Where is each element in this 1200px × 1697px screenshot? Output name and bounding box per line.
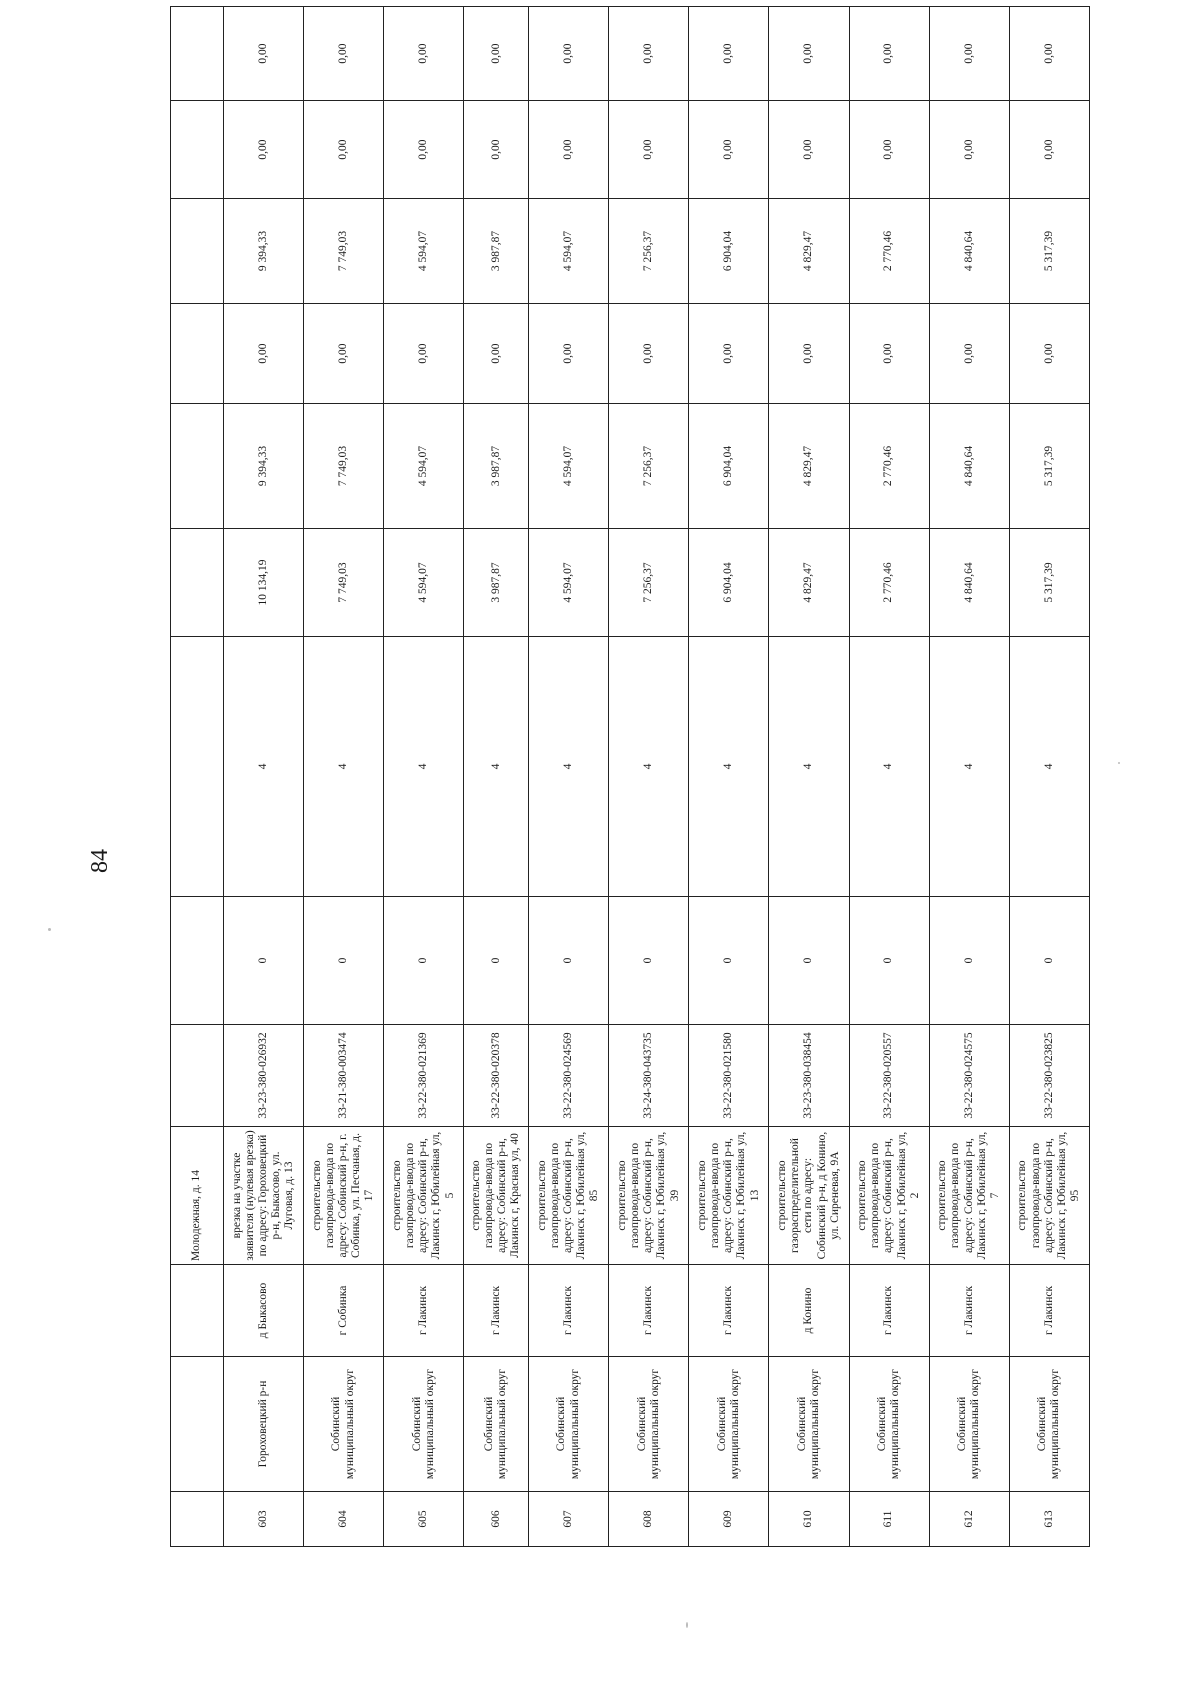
amount-cell: 2 770,46 [849,404,929,529]
cadastral-number-cell: 33-24-380-043735 [609,1025,689,1127]
amount-cell: 4 594,07 [384,404,464,529]
amount-cell: 0,00 [929,7,1009,101]
table-row [609,7,689,1547]
row-number-cell: 611 [849,1492,929,1547]
data-table [170,6,1090,1547]
district-cell: Собинский муниципальный округ [464,1357,529,1492]
value-cell: 0 [224,897,304,1025]
value-cell: 4 [224,637,304,897]
amount-cell: 0,00 [769,101,849,199]
description-cell: строительство газопровода-ввода по адресу: Собинский р-н, Лакинск г, Юбилейная ул, 5 [384,1127,464,1265]
amount-cell: 2 770,46 [849,199,929,304]
amount-cell: 0,00 [689,7,769,101]
amount-cell: 0,00 [384,101,464,199]
cont-cell-blank [171,637,224,897]
table-row [1009,7,1089,1547]
locality-cell: г Лакинск [529,1265,609,1357]
amount-cell: 0,00 [609,304,689,404]
amount-cell: 4 594,07 [384,199,464,304]
amount-cell: 0,00 [769,304,849,404]
amount-cell: 0,00 [1009,304,1089,404]
amount-cell: 0,00 [769,7,849,101]
row-number-cell: 606 [464,1492,529,1547]
locality-cell: г Лакинск [609,1265,689,1357]
value-cell: 4 [384,637,464,897]
row-number-cell: 605 [384,1492,464,1547]
page-number: 84 [87,849,113,873]
locality-cell: г Лакинск [689,1265,769,1357]
value-cell: 4 [304,637,384,897]
amount-cell: 0,00 [304,7,384,101]
amount-cell: 0,00 [464,304,529,404]
cadastral-number-cell: 33-21-380-003474 [304,1025,384,1127]
amount-cell: 0,00 [1009,101,1089,199]
value-cell: 4 [609,637,689,897]
description-cell: строительство газопровода-ввода по адресу: Собинский р-н, Лакинск г, Юбилейная ул, 7 [929,1127,1009,1265]
cadastral-number-cell: 33-22-380-024575 [929,1025,1009,1127]
amount-cell: 5 317,39 [1009,529,1089,637]
amount-cell: 0,00 [384,7,464,101]
cont-cell-blank [171,1025,224,1127]
locality-cell: д Быкасово [224,1265,304,1357]
amount-cell: 4 829,47 [769,404,849,529]
amount-cell: 4 594,07 [529,199,609,304]
value-cell: 4 [1009,637,1089,897]
amount-cell: 0,00 [609,101,689,199]
amount-cell: 0,00 [304,304,384,404]
value-cell: 4 [529,637,609,897]
district-cell: Собинский муниципальный округ [609,1357,689,1492]
district-cell: Собинский муниципальный округ [689,1357,769,1492]
scan-speck [686,1622,688,1628]
amount-cell: 7 256,37 [609,199,689,304]
amount-cell: 4 829,47 [769,199,849,304]
amount-cell: 0,00 [224,101,304,199]
table-row [689,7,769,1547]
amount-cell: 7 749,03 [304,199,384,304]
value-cell: 0 [1009,897,1089,1025]
cont-cell-blank [171,404,224,529]
amount-cell: 6 904,04 [689,404,769,529]
amount-cell: 4 594,07 [529,529,609,637]
row-number-cell: 607 [529,1492,609,1547]
cadastral-number-cell: 33-22-380-023825 [1009,1025,1089,1127]
amount-cell: 5 317,39 [1009,199,1089,304]
value-cell: 0 [464,897,529,1025]
amount-cell: 4 594,07 [529,404,609,529]
district-cell: Собинский муниципальный округ [384,1357,464,1492]
amount-cell: 5 317,39 [1009,404,1089,529]
description-cell: строительство газораспределительной сети по адресу: Собинский р-н, д Конино, ул. Сиреневая, 9А [769,1127,849,1265]
cont-cell-blank [171,529,224,637]
cont-cell-blank [171,199,224,304]
cont-cell-blank [171,897,224,1025]
amount-cell: 9 394,33 [224,199,304,304]
amount-cell: 7 256,37 [609,404,689,529]
amount-cell: 0,00 [1009,7,1089,101]
value-cell: 0 [929,897,1009,1025]
amount-cell: 0,00 [529,7,609,101]
row-number-cell: 604 [304,1492,384,1547]
amount-cell: 0,00 [529,101,609,199]
table-row [529,7,609,1547]
amount-cell: 9 394,33 [224,404,304,529]
amount-cell: 4 840,64 [929,529,1009,637]
amount-cell: 4 840,64 [929,199,1009,304]
amount-cell: 0,00 [304,101,384,199]
cadastral-number-cell: 33-22-380-021369 [384,1025,464,1127]
rotated-table-container [170,43,1090,1547]
amount-cell: 0,00 [384,304,464,404]
row-number-cell: 610 [769,1492,849,1547]
row-number-cell: 609 [689,1492,769,1547]
value-cell: 0 [609,897,689,1025]
amount-cell: 0,00 [849,7,929,101]
amount-cell: 0,00 [609,7,689,101]
table-row [384,7,464,1547]
locality-cell: г Собинка [304,1265,384,1357]
table-row [464,7,529,1547]
cont-cell-blank [171,1265,224,1357]
value-cell: 4 [464,637,529,897]
table-body [171,7,1090,1547]
value-cell: 4 [689,637,769,897]
amount-cell: 4 594,07 [384,529,464,637]
amount-cell: 2 770,46 [849,529,929,637]
cont-cell-blank [171,304,224,404]
value-cell: 4 [769,637,849,897]
value-cell: 0 [529,897,609,1025]
value-cell: 0 [689,897,769,1025]
amount-cell: 7 256,37 [609,529,689,637]
amount-cell: 0,00 [464,7,529,101]
locality-cell: г Лакинск [929,1265,1009,1357]
locality-cell: г Лакинск [1009,1265,1089,1357]
value-cell: 0 [769,897,849,1025]
district-cell: Собинский муниципальный округ [529,1357,609,1492]
cadastral-number-cell: 33-22-380-021580 [689,1025,769,1127]
amount-cell: 0,00 [224,7,304,101]
cadastral-number-cell: 33-23-380-038454 [769,1025,849,1127]
description-cell: врезка на участке заявителя (нулевая врезка) по адресу: Гороховецкий р-н, Быкасово, ул. Луговая, д. 13 [224,1127,304,1265]
cont-cell-blank [171,1492,224,1547]
amount-cell: 4 829,47 [769,529,849,637]
description-cell: строительство газопровода-ввода по адресу: Собинский р-н, Лакинск г, Юбилейная ул, 13 [689,1127,769,1265]
cont-cell-blank [171,7,224,101]
district-cell: Собинский муниципальный округ [304,1357,384,1492]
scan-speck [48,928,51,931]
description-cell: строительство газопровода-ввода по адресу: Собинский р-н, Лакинск г, Юбилейная ул, 85 [529,1127,609,1265]
cont-cell-blank [171,1357,224,1492]
district-cell: Собинский муниципальный округ [929,1357,1009,1492]
amount-cell: 0,00 [529,304,609,404]
locality-cell: г Лакинск [384,1265,464,1357]
amount-cell: 6 904,04 [689,199,769,304]
district-cell: Собинский муниципальный округ [849,1357,929,1492]
table-row [849,7,929,1547]
description-cell: строительство газопровода-ввода по адресу: Собинский р-н, Лакинск г, Юбилейная ул, 39 [609,1127,689,1265]
amount-cell: 3 987,87 [464,404,529,529]
description-cell: строительство газопровода-ввода по адресу: Собинский р-н, Лакинск г, Красная ул, 40 [464,1127,529,1265]
value-cell: 0 [849,897,929,1025]
amount-cell: 3 987,87 [464,199,529,304]
cadastral-number-cell: 33-22-380-020378 [464,1025,529,1127]
cadastral-number-cell: 33-22-380-020557 [849,1025,929,1127]
description-cell: строительство газопровода-ввода по адресу: Собинский р-н, Лакинск г, Юбилейная ул, 2 [849,1127,929,1265]
row-number-cell: 608 [609,1492,689,1547]
amount-cell: 0,00 [849,101,929,199]
district-cell: Гороховецкий р-н [224,1357,304,1492]
locality-cell: г Лакинск [464,1265,529,1357]
table-row [769,7,849,1547]
cont-cell-address: Молодежная, д. 14 [171,1127,224,1265]
amount-cell: 0,00 [849,304,929,404]
cadastral-number-cell: 33-23-380-026932 [224,1025,304,1127]
cont-cell-blank [171,101,224,199]
amount-cell: 6 904,04 [689,529,769,637]
locality-cell: д Конино [769,1265,849,1357]
table-row [224,7,304,1547]
row-number-cell: 613 [1009,1492,1089,1547]
table-row [929,7,1009,1547]
amount-cell: 10 134,19 [224,529,304,637]
amount-cell: 7 749,03 [304,529,384,637]
amount-cell: 0,00 [689,101,769,199]
description-cell: строительство газопровода-ввода по адресу: Собинский р-н, Лакинск г, Юбилейная ул, 95 [1009,1127,1089,1265]
value-cell: 4 [929,637,1009,897]
amount-cell: 0,00 [224,304,304,404]
description-cell: строительство газопровода-ввода по адресу: Собинский р-н, г. Собинка, ул. Песчаная, д. 17 [304,1127,384,1265]
district-cell: Собинский муниципальный округ [1009,1357,1089,1492]
row-number-cell: 603 [224,1492,304,1547]
continuation-row [171,7,224,1547]
value-cell: 4 [849,637,929,897]
table-row [304,7,384,1547]
value-cell: 0 [384,897,464,1025]
amount-cell: 0,00 [929,101,1009,199]
row-number-cell: 612 [929,1492,1009,1547]
amount-cell: 0,00 [464,101,529,199]
value-cell: 0 [304,897,384,1025]
cadastral-number-cell: 33-22-380-024569 [529,1025,609,1127]
district-cell: Собинский муниципальный округ [769,1357,849,1492]
amount-cell: 3 987,87 [464,529,529,637]
amount-cell: 4 840,64 [929,404,1009,529]
amount-cell: 0,00 [689,304,769,404]
scan-speck [1118,762,1120,764]
locality-cell: г Лакинск [849,1265,929,1357]
amount-cell: 7 749,03 [304,404,384,529]
amount-cell: 0,00 [929,304,1009,404]
